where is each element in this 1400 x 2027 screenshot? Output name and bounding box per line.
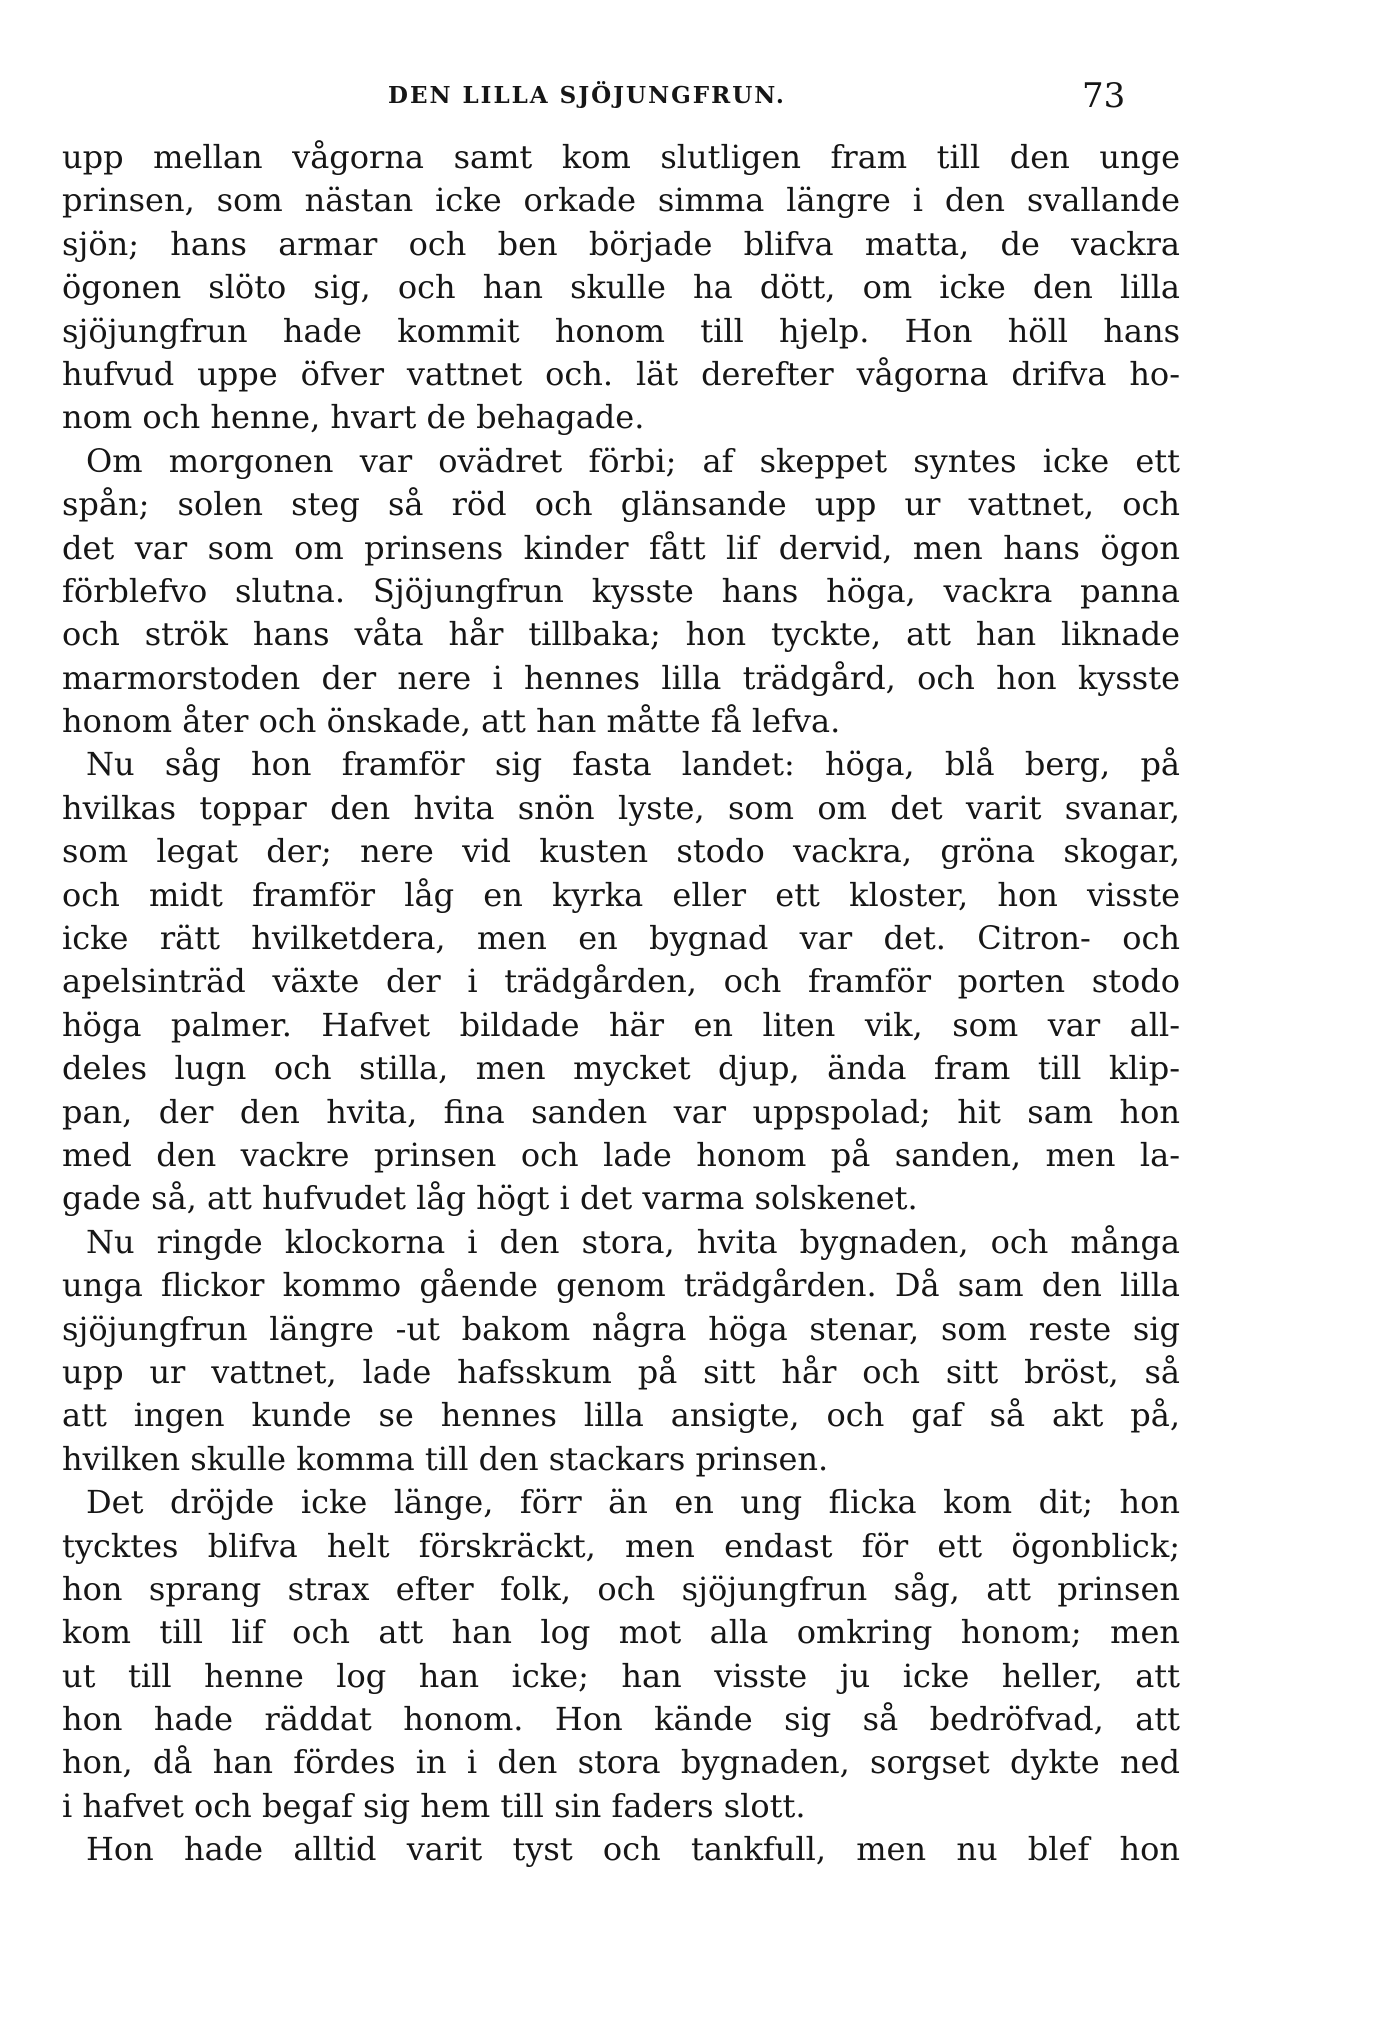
text-line: Det dröjde icke länge, förr än en ung flicka kom dit; hon — [86, 1483, 1180, 1522]
body-text — [62, 136, 1180, 1872]
text-line: honom åter och önskade, att han måtte få lefva. — [62, 702, 841, 741]
running-header — [0, 76, 1400, 116]
text-line: ögonen slöto sig, och han skulle ha dött, om icke den lilla — [62, 268, 1180, 307]
text-line: Om morgonen var ovädret förbi; af skeppet syntes icke ett — [86, 441, 1180, 480]
text-line: hon sprang strax efter folk, och sjöjungfrun såg, att prinsen — [62, 1569, 1180, 1608]
text-line: kom till lif och att han log mot alla omkring honom; men — [62, 1613, 1180, 1652]
text-line: apelsinträd växte der i trädgården, och framför porten stodo — [62, 962, 1180, 1001]
text-line: icke rätt hvilketdera, men en bygnad var det. Citron- och — [62, 919, 1180, 958]
text-line: deles lugn och stilla, men mycket djup, ända fram till klip- — [62, 1049, 1180, 1088]
text-line: sjöjungfrun längre -ut bakom några höga stenar, som reste sig — [62, 1309, 1180, 1348]
text-line: unga flickor kommo gående genom trädgården. Då sam den lilla — [62, 1266, 1180, 1305]
text-line: som legat der; nere vid kusten stodo vackra, gröna skogar, — [62, 832, 1180, 871]
page-number: 73 — [1082, 76, 1126, 116]
running-title: DEN LILLA SJÖJUNGFRUN. — [388, 82, 786, 109]
text-line: tycktes blifva helt förskräckt, men endast för ett ögonblick; — [62, 1526, 1180, 1565]
text-line: sjön; hans armar och ben började blifva matta, de vackra — [62, 224, 1180, 263]
text-line: ut till henne log han icke; han visste ju icke heller, att — [62, 1656, 1180, 1695]
text-line: hvilkas toppar den hvita snön lyste, som om det varit svanar, — [62, 788, 1180, 827]
text-line: att ingen kunde se hennes lilla ansigte, och gaf så akt på, — [62, 1396, 1180, 1435]
text-line: upp ur vattnet, lade hafsskum på sitt hår och sitt bröst, så — [62, 1352, 1180, 1391]
text-line: i hafvet och begaf sig hem till sin faders slott. — [62, 1786, 806, 1825]
text-line: det var som om prinsens kinder fått lif dervid, men hans ögon — [62, 528, 1180, 567]
text-line: hvilken skulle komma till den stackars prinsen. — [62, 1439, 829, 1478]
text-line: och midt framför låg en kyrka eller ett kloster, hon visste — [62, 875, 1180, 914]
text-line: hon hade räddat honom. Hon kände sig så bedröfvad, att — [62, 1700, 1180, 1739]
text-line: sjöjungfrun hade kommit honom till hjelp. Hon höll hans — [62, 311, 1180, 350]
text-line: spån; solen steg så röd och glänsande upp ur vattnet, och — [62, 485, 1180, 524]
text-line: förblefvo slutna. Sjöjungfrun kysste hans höga, vackra panna — [62, 571, 1180, 610]
text-line: höga palmer. Hafvet bildade här en liten vik, som var all- — [62, 1005, 1180, 1044]
text-line: marmorstoden der nere i hennes lilla trädgård, och hon kysste — [62, 658, 1180, 697]
text-line: prinsen, som nästan icke orkade simma längre i den svallande — [62, 181, 1180, 220]
text-line: nom och henne, hvart de behagade. — [62, 398, 645, 437]
text-line: hufvud uppe öfver vattnet och. lät derefter vågorna drifva ho- — [62, 354, 1180, 393]
text-line: med den vackre prinsen och lade honom på sanden, men la- — [62, 1135, 1180, 1174]
text-line: Nu såg hon framför sig fasta landet: höga, blå berg, på — [86, 745, 1180, 784]
text-line: hon, då han fördes in i den stora bygnaden, sorgset dykte ned — [62, 1743, 1180, 1782]
text-line: upp mellan vågorna samt kom slutligen fram till den unge — [62, 138, 1180, 176]
text-line: Hon hade alltid varit tyst och tankfull, men nu blef hon — [86, 1830, 1180, 1869]
text-line: gade så, att hufvudet låg högt i det varma solskenet. — [62, 1179, 918, 1218]
text-line: och strök hans våta hår tillbaka; hon tyckte, att han liknade — [62, 615, 1180, 654]
text-line: pan, der den hvita, fina sanden var uppspolad; hit sam hon — [62, 1092, 1180, 1131]
text-line: Nu ringde klockorna i den stora, hvita bygnaden, och många — [86, 1222, 1180, 1261]
